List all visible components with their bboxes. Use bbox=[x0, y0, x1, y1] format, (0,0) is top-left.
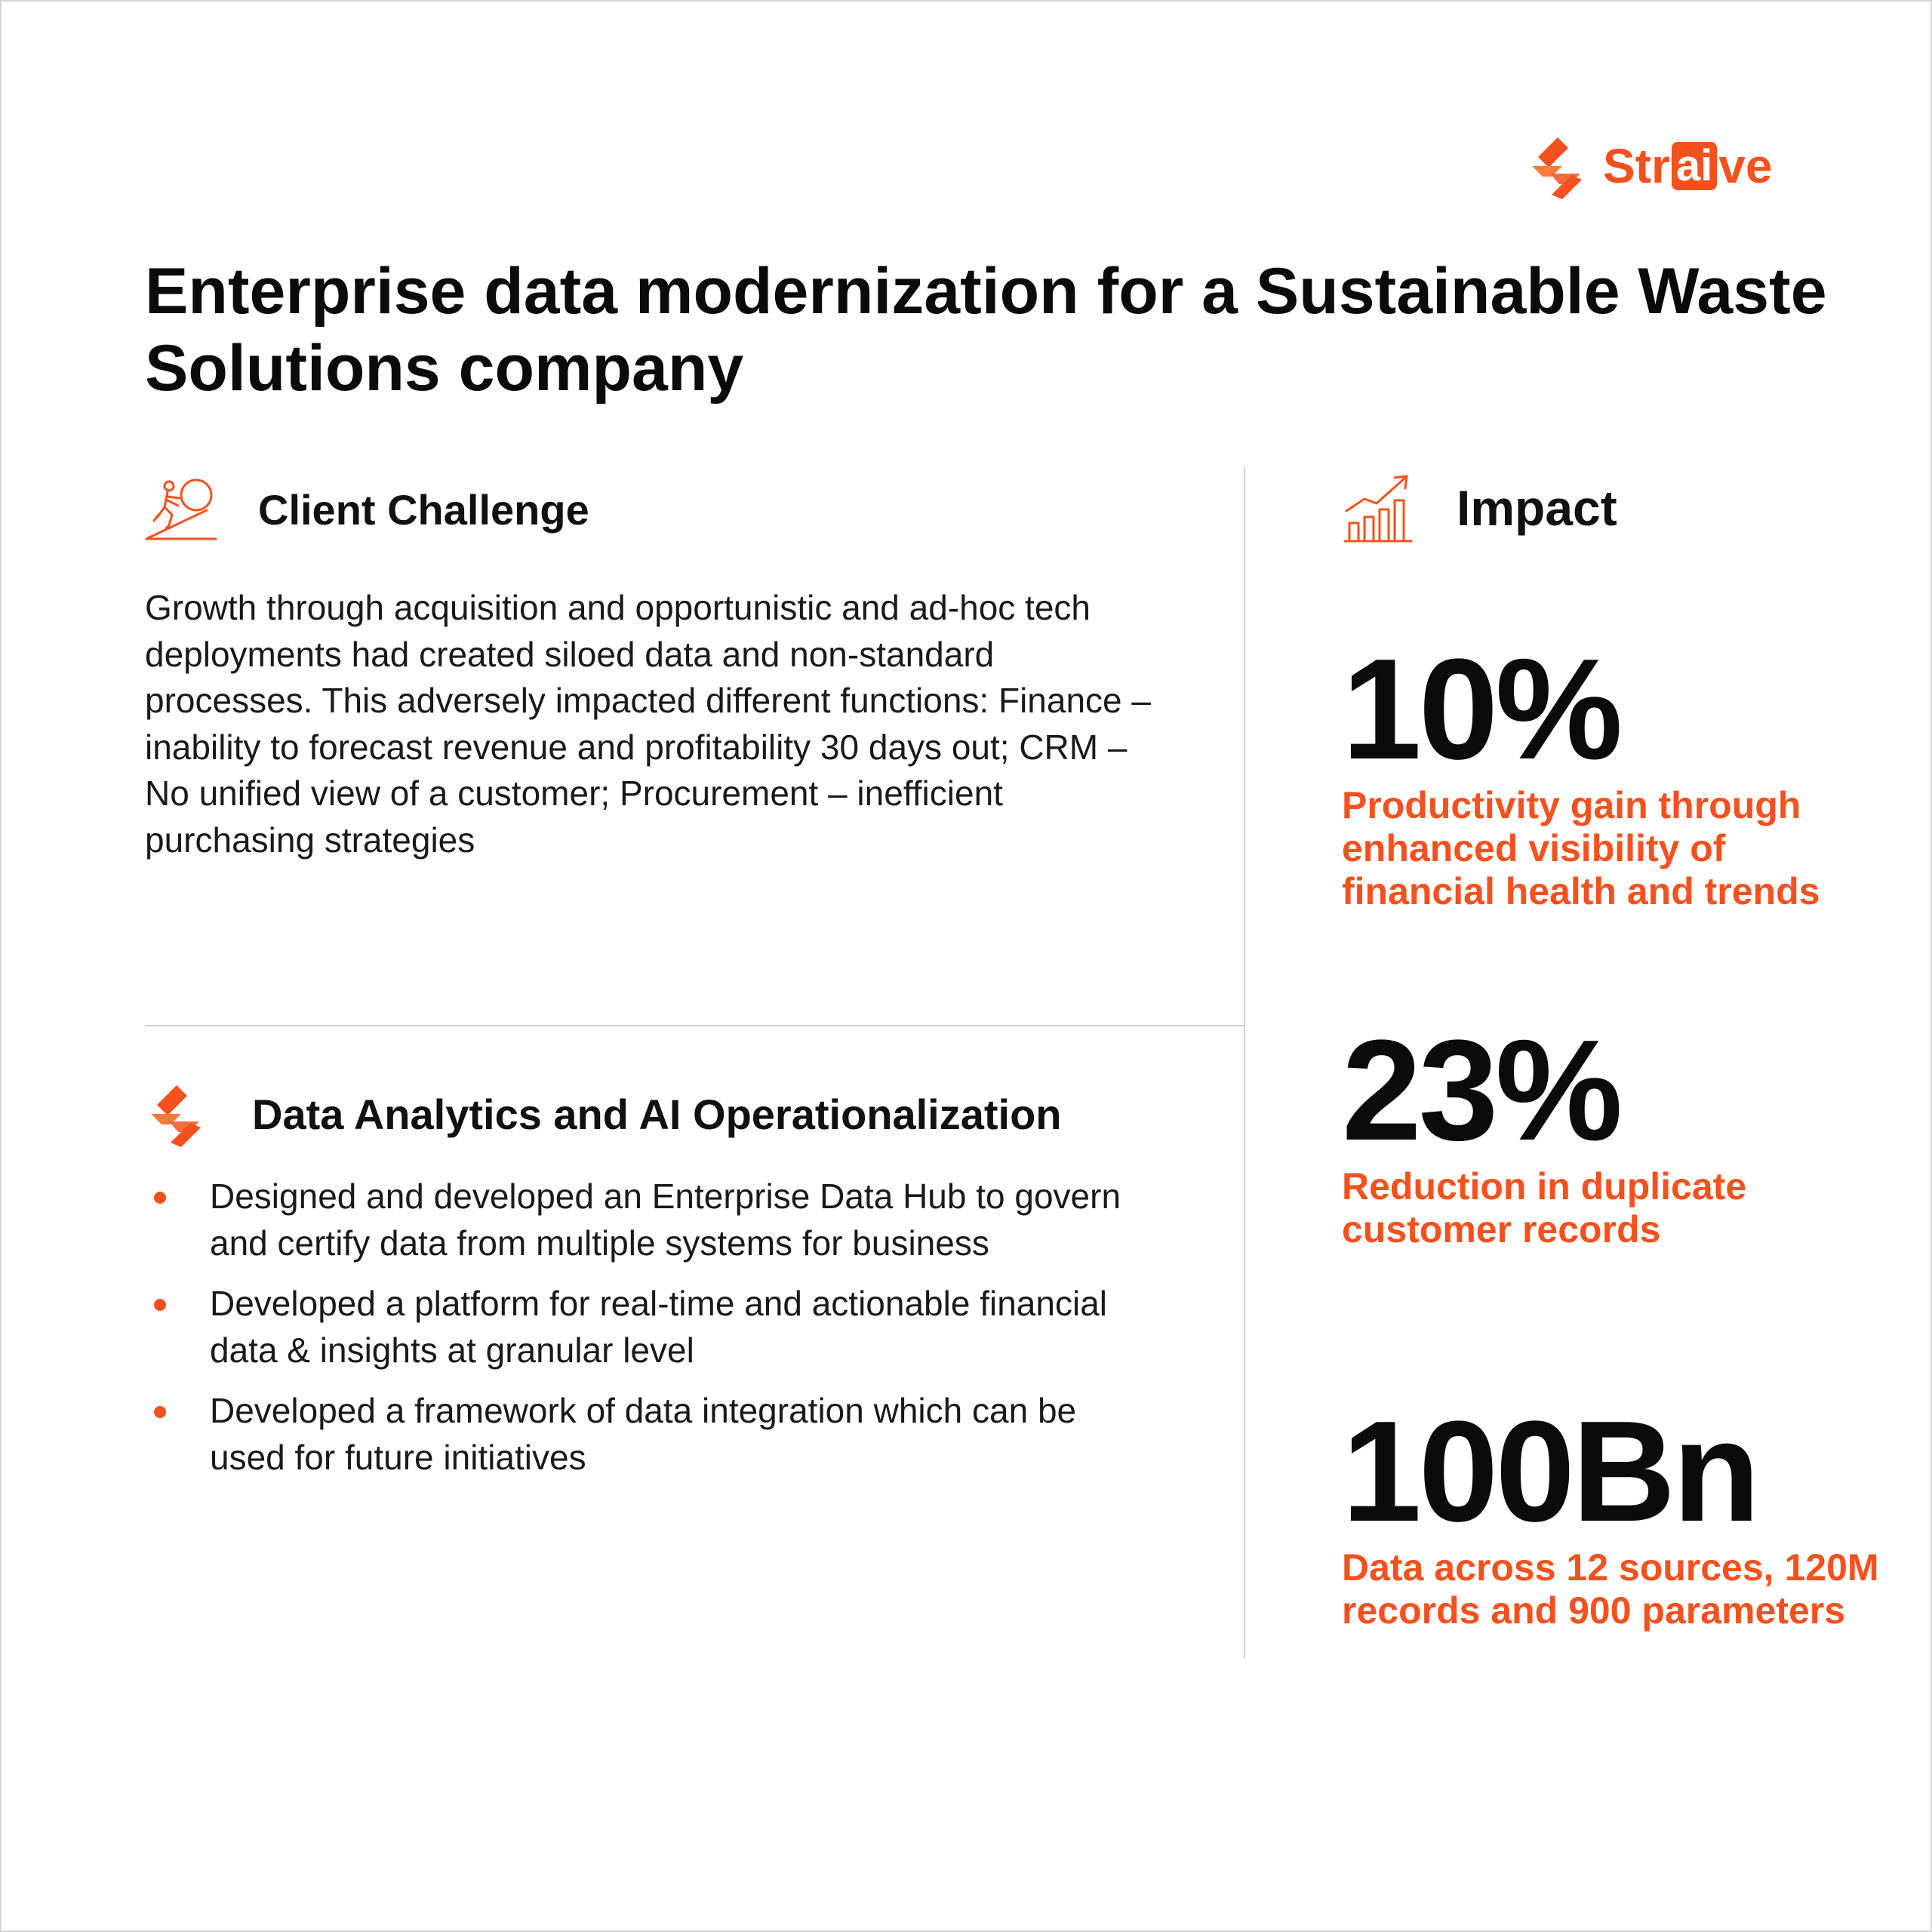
impact-heading bbox=[1342, 472, 1617, 544]
straive-logo-mark-icon bbox=[143, 1079, 213, 1149]
horizontal-divider bbox=[145, 1025, 1244, 1026]
client-challenge-title: Client Challenge bbox=[258, 485, 589, 534]
logo-wordmark bbox=[1603, 139, 1773, 193]
metric-description: Reduction in duplicate customer records bbox=[1342, 1165, 1747, 1251]
metric-value: 100Bn bbox=[1342, 1392, 1758, 1552]
metric-value: 23% bbox=[1342, 1011, 1620, 1171]
list-item bbox=[145, 1174, 1156, 1266]
list-item bbox=[145, 1281, 1156, 1374]
metric-description: Data across 12 sources, 120M records and 900 parameters bbox=[1342, 1546, 1879, 1632]
bullet-text: Developed a framework of data integration which can be used for future initiatives bbox=[210, 1391, 1077, 1477]
analytics-heading bbox=[143, 1079, 1062, 1149]
straive-logo-mark-icon bbox=[1524, 131, 1594, 201]
bullet-text: Designed and developed an Enterprise Data Hub to govern and certify data from multiple systems for business bbox=[210, 1177, 1121, 1263]
metric-description: Productivity gain through enhanced visibility of financial health and trends bbox=[1342, 784, 1820, 912]
client-challenge-text: Growth through acquisition and opportunistic and ad-hoc tech deployments had created siloed data and non-standard processes. This adversely impacted different functions: Finance – inability to forecast revenue and profitability 30 days out; CRM – No unified view of a customer; Procurement – inefficient purchasing strategies bbox=[145, 588, 1151, 860]
person-pushing-boulder-uphill-icon bbox=[143, 475, 219, 543]
logo-text-prefix: Str bbox=[1603, 139, 1670, 193]
metric-value: 10% bbox=[1342, 629, 1620, 789]
page-title: Enterprise data modernization for a Sustainable Waste Solutions company bbox=[145, 255, 1827, 405]
analytics-bullet-list bbox=[145, 1174, 1156, 1495]
bullet-dot-icon bbox=[154, 1406, 166, 1418]
bullet-dot-icon bbox=[154, 1192, 166, 1204]
impact-title: Impact bbox=[1457, 480, 1617, 536]
straive-logo bbox=[1524, 128, 1772, 204]
logo-text-suffix: ve bbox=[1718, 139, 1773, 193]
bullet-dot-icon bbox=[154, 1299, 166, 1311]
impact-metric bbox=[1342, 629, 1885, 913]
list-item bbox=[145, 1388, 1156, 1481]
impact-metric bbox=[1342, 1392, 1885, 1632]
analytics-title: Data Analytics and AI Operationalization bbox=[252, 1090, 1062, 1138]
bullet-text: Developed a platform for real-time and actionable financial data & insights at granular level bbox=[210, 1284, 1107, 1370]
impact-metric bbox=[1342, 1011, 1885, 1251]
client-challenge-heading bbox=[143, 475, 589, 543]
growth-bar-chart-arrow-icon bbox=[1342, 472, 1414, 544]
vertical-divider bbox=[1244, 468, 1245, 1659]
logo-text-ai: ai bbox=[1672, 142, 1717, 190]
